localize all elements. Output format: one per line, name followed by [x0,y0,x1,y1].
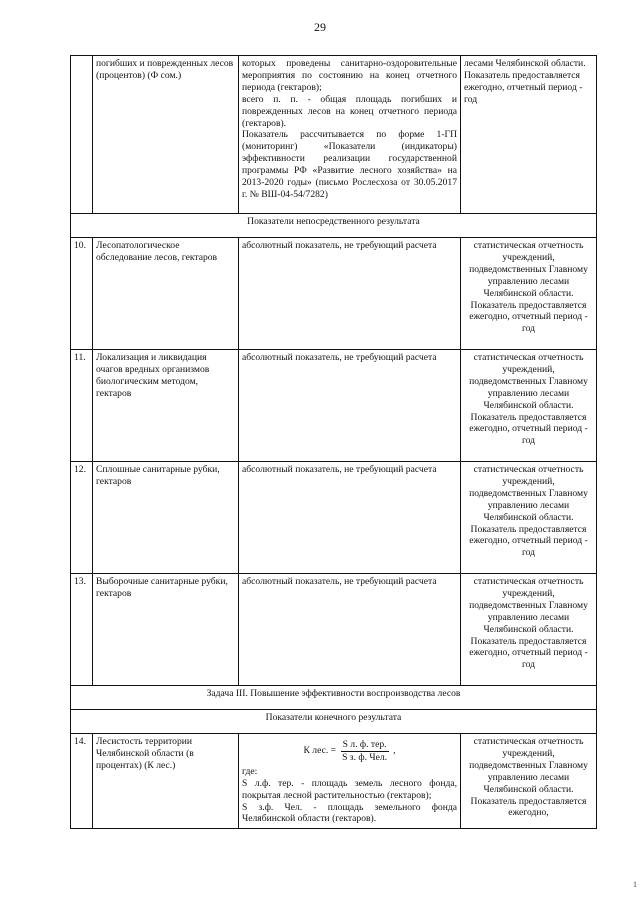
calculation-method: абсолютный показатель, не требующий расчета [239,350,461,462]
definition: S л.ф. тер. - площадь земель лесного фонда, покрытая лесной растительностью (гектаров); [242,777,457,801]
indicator-name: погибших и поврежденных лесов (процентов) (Ф сом.) [93,56,239,214]
row-number: 10. [71,238,93,350]
calculation-method [239,734,461,829]
table-row [71,350,597,462]
data-source: статистическая отчетность учреждений, подведомственных Главному управлению лесами Челябинской области. Показатель предоставляется ежегодно, отчетный период - год [461,350,597,462]
row-number: 13. [71,574,93,686]
section-header-row [71,710,597,734]
table-row [71,238,597,350]
formula-fraction [340,739,389,764]
section-title-direct: Показатели непосредственного результата [71,214,597,238]
method-paragraph: Показатель рассчитывается по форме 1-ГП (мониторинг) «Показатели (индикаторы) эффективности реализации государственной программы РФ «Развитие лесного хозяйства» на 2013-2020 годы» (письмо Рослесхоза от 30.05.2017 г. № ВШ-04-54/7282) [242,129,457,200]
formula [242,739,457,764]
row-number [71,56,93,214]
row-number: 12. [71,462,93,574]
formula-tail: , [393,745,396,757]
section-header-row [71,686,597,710]
table-row [71,734,597,829]
calculation-method: абсолютный показатель, не требующий расчета [239,238,461,350]
data-source: статистическая отчетность учреждений, подведомственных Главному управлению лесами Челябинской области. Показатель предоставляется ежегодно, отчетный период - год [461,462,597,574]
indicator-name: Сплошные санитарные рубки, гектаров [93,462,239,574]
formula-lhs: К лес. = [303,745,337,757]
data-source: статистическая отчетность учреждений, подведомственных Главному управлению лесами Челябинской области. Показатель предоставляется ежегодно, [461,734,597,829]
table-row [71,462,597,574]
formula-numerator: S л. ф. тер. [342,739,387,750]
definition: S з.ф. Чел. - площадь земельного фонда Челябинской области (гектаров). [242,801,457,825]
row-number: 14. [71,734,93,829]
indicator-name: Выборочные санитарные рубки, гектаров [93,574,239,686]
indicators-table [70,55,597,829]
indicator-name: Лесопатологическое обследование лесов, гектаров [93,238,239,350]
data-source: лесами Челябинской области. Показатель предоставляется ежегодно, отчетный период - год [461,56,597,214]
table-row [71,56,597,214]
indicator-name: Лесистость территории Челябинской области (в процентах) (К лес.) [93,734,239,829]
task-title: Задача III. Повышение эффективности воспроизводства лесов [71,686,597,710]
section-title-final: Показатели конечного результата [71,710,597,734]
data-source: статистическая отчетность учреждений, подведомственных Главному управлению лесами Челябинской области. Показатель предоставляется ежегодно, отчетный период - год [461,238,597,350]
margin-mark: 1 [633,880,637,889]
method-paragraph: которых проведены санитарно-оздоровительные мероприятия по состоянию на конец отчетного периода (гектаров); [242,58,457,93]
data-source: статистическая отчетность учреждений, подведомственных Главному управлению лесами Челябинской области. Показатель предоставляется ежегодно, отчетный период - год [461,574,597,686]
table-row [71,574,597,686]
indicator-name: Локализация и ликвидация очагов вредных организмов биологическим методом, гектаров [93,350,239,462]
method-paragraph: всего п. п. - общая площадь погибших и поврежденных лесов на конец отчетного периода (гектаров). [242,93,457,129]
section-header-row [71,214,597,238]
calculation-method: абсолютный показатель, не требующий расчета [239,462,461,574]
page-number: 29 [314,20,326,34]
calculation-method [239,56,461,214]
calculation-method: абсолютный показатель, не требующий расчета [239,574,461,686]
where-label: где: [242,765,258,777]
formula-denominator: S з. ф. Чел. [342,751,388,763]
row-number: 11. [71,350,93,462]
